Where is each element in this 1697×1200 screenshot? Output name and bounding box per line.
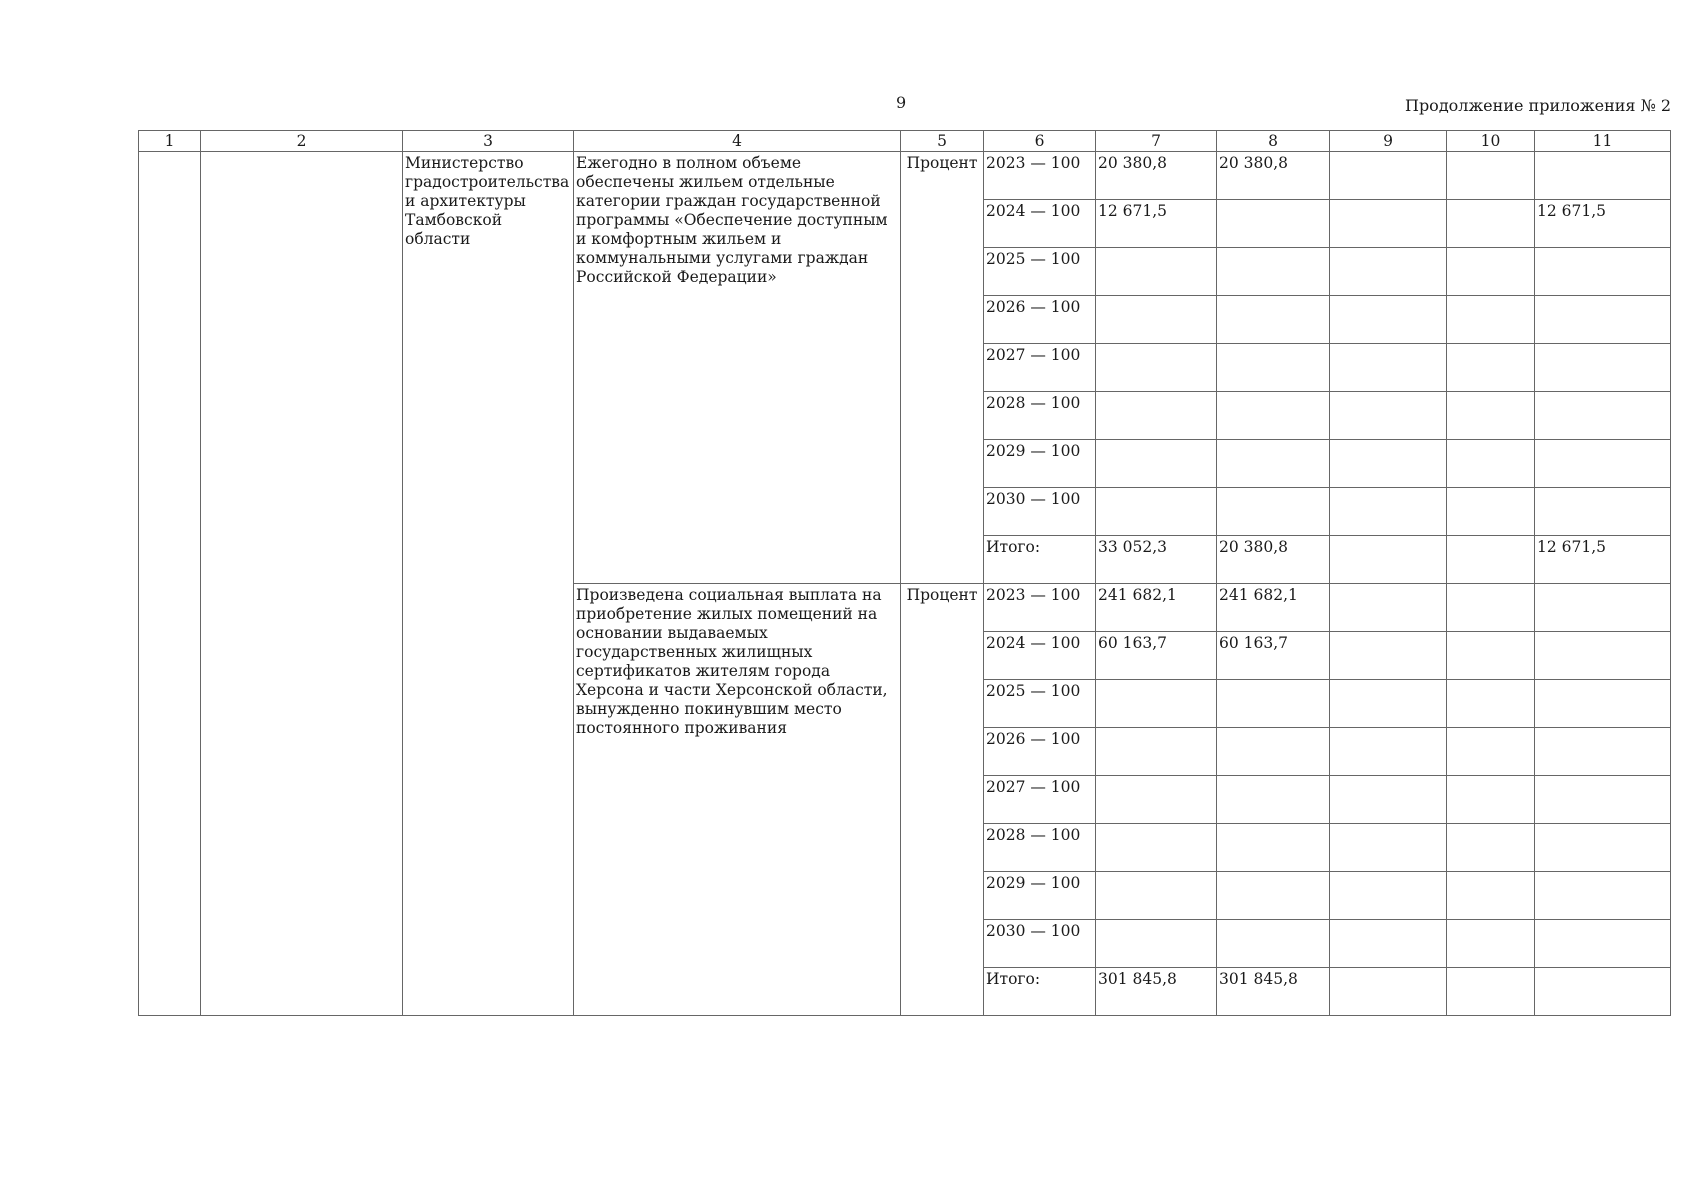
value-col-9 [1330,200,1447,248]
value-col-11 [1535,440,1671,488]
value-col-8: 20 380,8 [1217,152,1330,200]
unit-of-measure: Процент [901,152,984,584]
value-col-9 [1330,776,1447,824]
target-value: 2029 — 100 [984,872,1096,920]
value-col-11 [1535,584,1671,632]
target-value: 2025 — 100 [984,248,1096,296]
column-header: 6 [984,131,1096,152]
value-col-9 [1330,824,1447,872]
value-col-10 [1447,536,1535,584]
value-col-11 [1535,152,1671,200]
col-1-cell [139,152,201,1016]
value-col-8 [1217,296,1330,344]
value-col-10 [1447,680,1535,728]
target-value: 2027 — 100 [984,776,1096,824]
value-col-10 [1447,152,1535,200]
value-col-11 [1535,824,1671,872]
column-header: 9 [1330,131,1447,152]
value-col-10 [1447,920,1535,968]
value-col-8 [1217,680,1330,728]
value-col-10 [1447,728,1535,776]
value-col-8 [1217,728,1330,776]
appendix-note: Продолжение приложения № 2 [1404,96,1671,115]
value-col-9 [1330,344,1447,392]
value-col-8 [1217,344,1330,392]
value-col-9 [1330,920,1447,968]
target-value: 2024 — 100 [984,200,1096,248]
value-total [1096,344,1217,392]
column-header: 10 [1447,131,1535,152]
value-col-8 [1217,824,1330,872]
value-col-10 [1447,824,1535,872]
year-row [139,152,1671,200]
column-number-row [139,131,1671,152]
value-col-9 [1330,632,1447,680]
value-col-11 [1535,392,1671,440]
value-col-8: 241 682,1 [1217,584,1330,632]
value-col-9 [1330,968,1447,1016]
value-total: 33 052,3 [1096,536,1217,584]
column-header: 8 [1217,131,1330,152]
value-col-10 [1447,776,1535,824]
responsible-executor: Министерство градостроительства и архитектуры Тамбовской области [403,152,574,1016]
value-col-11 [1535,920,1671,968]
value-col-10 [1447,440,1535,488]
value-col-8 [1217,392,1330,440]
column-header: 3 [403,131,574,152]
value-total [1096,296,1217,344]
value-total: 241 682,1 [1096,584,1217,632]
value-col-11 [1535,296,1671,344]
target-value: 2028 — 100 [984,824,1096,872]
target-value: 2025 — 100 [984,680,1096,728]
value-col-11 [1535,776,1671,824]
value-col-11: 12 671,5 [1535,536,1671,584]
value-col-8 [1217,776,1330,824]
value-col-10 [1447,200,1535,248]
value-total [1096,440,1217,488]
value-total: 301 845,8 [1096,968,1217,1016]
unit-of-measure: Процент [901,584,984,1016]
value-col-9 [1330,584,1447,632]
value-col-11 [1535,680,1671,728]
value-col-9 [1330,152,1447,200]
value-col-8: 301 845,8 [1217,968,1330,1016]
table-body [139,152,1671,1016]
value-col-9 [1330,488,1447,536]
value-col-10 [1447,392,1535,440]
page-number: 9 [896,93,907,112]
value-col-11 [1535,488,1671,536]
target-value: Итого: [984,536,1096,584]
target-value: Итого: [984,968,1096,1016]
column-header: 1 [139,131,201,152]
value-col-10 [1447,296,1535,344]
target-value: 2030 — 100 [984,488,1096,536]
value-col-10 [1447,584,1535,632]
value-col-9 [1330,872,1447,920]
value-col-11 [1535,248,1671,296]
value-total [1096,248,1217,296]
target-value: 2027 — 100 [984,344,1096,392]
value-col-10 [1447,632,1535,680]
result-description: Произведена социальная выплата на приобретение жилых помещений на основании выдаваемых государственных жилищных сертификатов жителям города Херсона и части Херсонской области, вынужденно покинувшим место постоянного проживания [574,584,901,1016]
value-col-8 [1217,440,1330,488]
col-2-cell [201,152,403,1016]
value-col-8 [1217,920,1330,968]
value-col-8: 20 380,8 [1217,536,1330,584]
value-col-10 [1447,488,1535,536]
target-value: 2023 — 100 [984,152,1096,200]
column-header: 11 [1535,131,1671,152]
value-total: 60 163,7 [1096,632,1217,680]
value-col-10 [1447,344,1535,392]
target-value: 2028 — 100 [984,392,1096,440]
column-header: 2 [201,131,403,152]
target-value: 2024 — 100 [984,632,1096,680]
column-header: 7 [1096,131,1217,152]
value-col-10 [1447,872,1535,920]
value-col-9 [1330,440,1447,488]
column-header: 5 [901,131,984,152]
value-col-11 [1535,872,1671,920]
program-table [138,130,1671,1016]
value-col-9 [1330,728,1447,776]
value-col-10 [1447,248,1535,296]
target-value: 2026 — 100 [984,296,1096,344]
value-col-8: 60 163,7 [1217,632,1330,680]
value-col-11 [1535,344,1671,392]
result-description: Ежегодно в полном объеме обеспечены жильем отдельные категории граждан государственной программы «Обеспечение доступным и комфортным жильем и коммунальными услугами граждан Российской Федерации» [574,152,901,584]
value-total [1096,728,1217,776]
value-col-11 [1535,728,1671,776]
value-col-11 [1535,632,1671,680]
value-col-8 [1217,488,1330,536]
value-col-10 [1447,968,1535,1016]
value-col-8 [1217,248,1330,296]
target-value: 2029 — 100 [984,440,1096,488]
target-value: 2023 — 100 [984,584,1096,632]
value-total [1096,488,1217,536]
column-header: 4 [574,131,901,152]
value-total: 12 671,5 [1096,200,1217,248]
value-col-9 [1330,248,1447,296]
value-total [1096,680,1217,728]
target-value: 2030 — 100 [984,920,1096,968]
value-total [1096,920,1217,968]
value-col-9 [1330,296,1447,344]
value-col-8 [1217,872,1330,920]
target-value: 2026 — 100 [984,728,1096,776]
value-col-11: 12 671,5 [1535,200,1671,248]
value-col-11 [1535,968,1671,1016]
value-col-9 [1330,680,1447,728]
value-col-8 [1217,200,1330,248]
value-total [1096,392,1217,440]
value-total [1096,872,1217,920]
value-total [1096,824,1217,872]
value-total: 20 380,8 [1096,152,1217,200]
value-col-9 [1330,536,1447,584]
value-total [1096,776,1217,824]
value-col-9 [1330,392,1447,440]
